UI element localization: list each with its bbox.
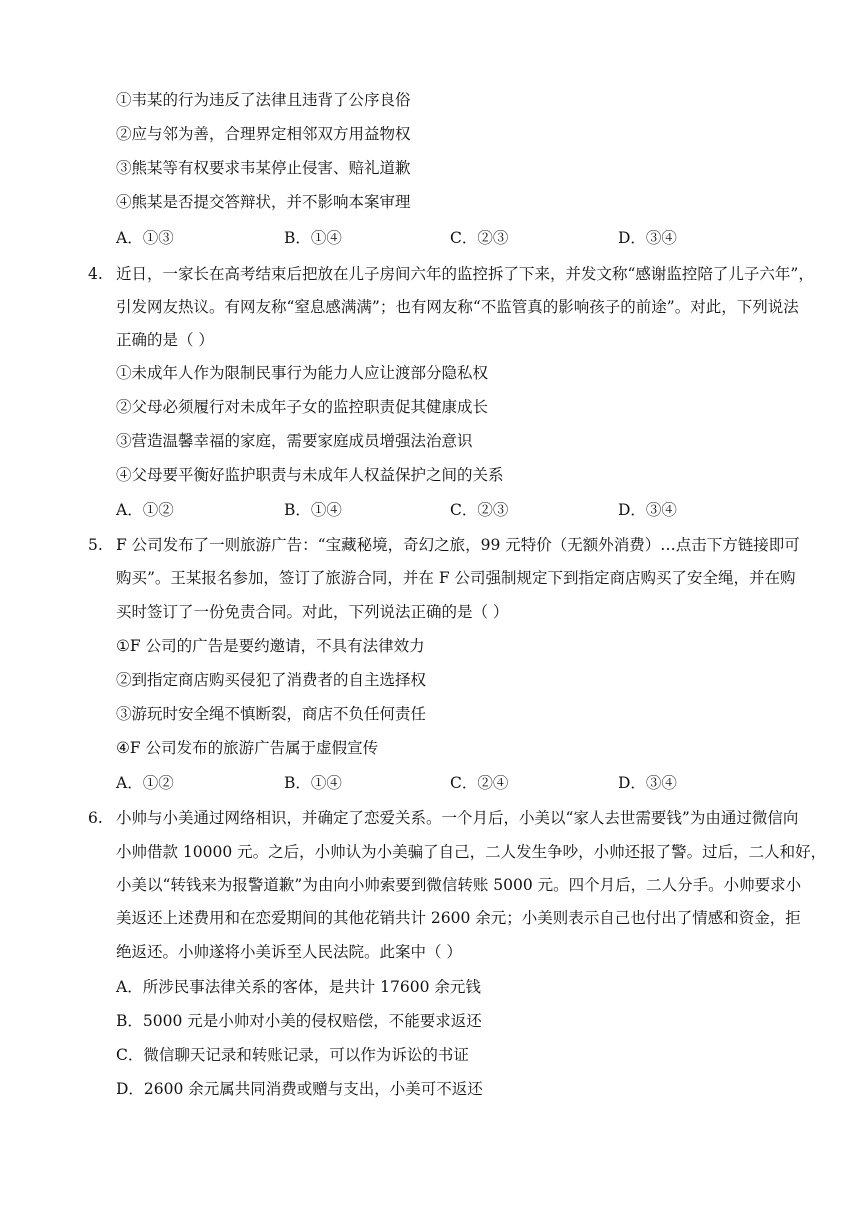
q5-option-4: ④F 公司发布的旅游广告属于虚假宣传	[116, 739, 379, 757]
q5-choice-d: D．③④	[618, 774, 677, 792]
q4-option-4: ④父母要平衡好监护职责与未成年人权益保护之间的关系	[116, 466, 504, 484]
q5-choice-b: B．①④	[284, 774, 342, 792]
q4-option-2: ②父母必须履行对未成年子女的监控职责促其健康成长	[116, 398, 489, 416]
q4-choice-c: C．②③	[450, 501, 509, 519]
q5-stem-line-1: F 公司发布了一则旅游广告：“宝藏秘境，奇幻之旅，99 元特价（无额外消费）…点击下方链接即可	[116, 536, 800, 554]
q6-stem-line-2: 小帅借款 10000 元。之后，小帅认为小美骗了自己，二人发生争吵，小帅还报了警。过后，二人和好，	[116, 843, 827, 861]
q3-option-4: ④熊某是否提交答辩状，并不影响本案审理	[116, 193, 411, 211]
q4-stem-line-3: 正确的是（ ）	[116, 331, 214, 349]
q5-number: 5.	[88, 536, 103, 554]
q3-choice-b: B．①④	[284, 229, 342, 247]
q6-stem-line-5: 绝返还。小帅遂将小美诉至人民法院。此案中（ ）	[116, 943, 462, 961]
q3-option-3: ③熊某等有权要求韦某停止侵害、赔礼道歉	[116, 159, 411, 177]
q5-option-2: ②到指定商店购买侵犯了消费者的自主选择权	[116, 671, 427, 689]
q6-option-c: C．微信聊天记录和转账记录，可以作为诉讼的书证	[116, 1046, 469, 1064]
q6-option-d: D．2600 余元属共同消费或赠与支出，小美可不返还	[116, 1080, 483, 1098]
q4-option-1: ①未成年人作为限制民事行为能力人应让渡部分隐私权	[116, 364, 489, 382]
q5-choices	[116, 773, 816, 793]
q4-choice-b: B．①④	[284, 501, 342, 519]
q4-stem-line-1: 近日，一家长在高考结束后把放在儿子房间六年的监控拆了下来，并发文称“感谢监控陪了儿子六年”，	[116, 265, 814, 283]
q5-option-1: ①F 公司的广告是要约邀请，不具有法律效力	[116, 637, 425, 655]
q3-option-1: ①韦某的行为违反了法律且违背了公序良俗	[116, 91, 411, 109]
q3-choice-a: A．①③	[116, 229, 174, 247]
q6-stem-line-4: 美返还上述费用和在恋爱期间的其他花销共计 2600 余元；小美则表示自己也付出了情感和资金，拒	[116, 909, 801, 927]
q6-stem-line-1: 小帅与小美通过网络相识，并确定了恋爱关系。一个月后，小美以“家人去世需要钱”为由通过微信向	[116, 809, 799, 827]
q4-option-3: ③营造温馨幸福的家庭，需要家庭成员增强法治意识	[116, 432, 473, 450]
q3-choices	[116, 228, 816, 248]
q5-choice-a: A．①②	[116, 774, 174, 792]
q6-number: 6.	[88, 809, 103, 827]
q5-stem-line-3: 买时签订了一份免责合同。对此，下列说法正确的是（ ）	[116, 603, 509, 621]
q4-choices	[116, 500, 816, 520]
q5-option-3: ③游玩时安全绳不慎断裂，商店不负任何责任	[116, 705, 427, 723]
q4-number: 4.	[88, 265, 103, 283]
q3-option-2: ②应与邻为善，合理界定相邻双方用益物权	[116, 125, 411, 143]
q3-choice-c: C．②③	[450, 229, 509, 247]
q4-choice-d: D．③④	[618, 501, 677, 519]
q6-stem-line-3: 小美以“转钱来为报警道歉”为由向小帅索要到微信转账 5000 元。四个月后，二人分手。小帅要求小	[116, 876, 802, 894]
q6-option-b: B．5000 元是小帅对小美的侵权赔偿，不能要求返还	[116, 1012, 482, 1030]
q5-choice-c: C．②④	[450, 774, 509, 792]
q6-option-a: A．所涉民事法律关系的客体，是共计 17600 余元钱	[116, 978, 481, 996]
q3-choice-d: D．③④	[618, 229, 677, 247]
q4-stem-line-2: 引发网友热议。有网友称“窒息感满满”；也有网友称“不监管真的影响孩子的前途”。对此，下列说法	[116, 298, 799, 316]
q5-stem-line-2: 购买”。王某报名参加，签订了旅游合同，并在 F 公司强制规定下到指定商店购买了安全绳，并在购	[116, 569, 796, 587]
q4-choice-a: A．①②	[116, 501, 174, 519]
